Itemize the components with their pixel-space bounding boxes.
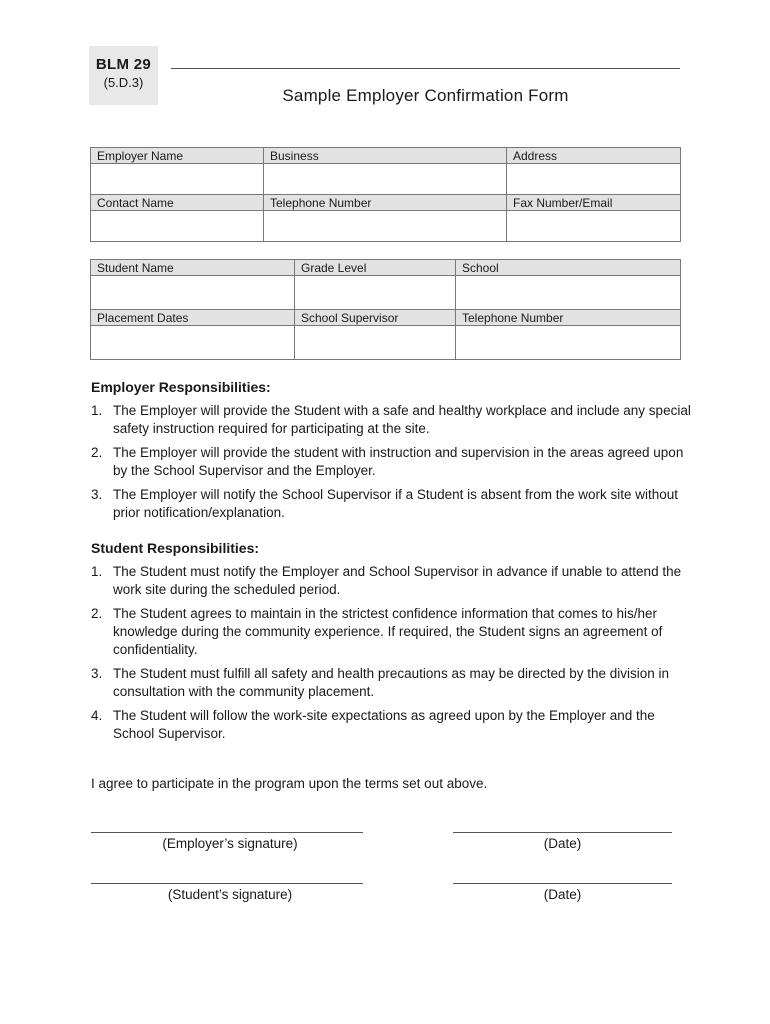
list-item xyxy=(91,444,691,480)
form-reference: (5.D.3) xyxy=(103,75,144,90)
list-item xyxy=(91,665,691,701)
student-info-table xyxy=(90,259,681,360)
placement-dates-field[interactable] xyxy=(91,326,295,360)
address-label: Address xyxy=(507,148,681,164)
item-number: 3. xyxy=(91,487,103,502)
fax-email-label: Fax Number/Email xyxy=(507,195,681,211)
item-text: The Employer will provide the Student with a safe and healthy workplace and include any special safety instruction required for participating at the site. xyxy=(113,403,691,436)
item-text: The Student must notify the Employer and School Supervisor in advance if unable to attend the work site during the scheduled period. xyxy=(113,564,682,597)
item-number: 4. xyxy=(91,708,103,723)
page-title: Sample Employer Confirmation Form xyxy=(282,86,569,105)
business-field[interactable] xyxy=(264,164,507,195)
student-name-label: Student Name xyxy=(91,260,295,276)
employer-responsibilities-section xyxy=(91,378,691,528)
contact-name-label: Contact Name xyxy=(91,195,264,211)
placement-dates-label: Placement Dates xyxy=(91,310,295,326)
school-supervisor-field[interactable] xyxy=(295,326,456,360)
form-code-box xyxy=(89,46,158,105)
employer-info-table xyxy=(90,147,681,242)
student-signature-line[interactable] xyxy=(91,883,363,884)
employer-telephone-label: Telephone Number xyxy=(264,195,507,211)
employer-signature-line[interactable] xyxy=(91,832,363,833)
address-field[interactable] xyxy=(507,164,681,195)
item-number: 1. xyxy=(91,403,103,418)
header-rule xyxy=(171,68,680,69)
student-responsibilities-heading: Student Responsibilities: xyxy=(91,540,260,556)
item-number: 2. xyxy=(91,445,103,460)
student-responsibilities-list xyxy=(91,563,691,743)
item-text: The Student must fulfill all safety and health precautions as may be directed by the division in consultation with the community placement. xyxy=(113,666,670,699)
school-field[interactable] xyxy=(456,276,681,310)
employer-responsibilities-heading: Employer Responsibilities: xyxy=(91,379,271,395)
item-text: The Student agrees to maintain in the strictest confidence information that comes to his/her knowledge during the community experience. If required, the Student signs an agreement of confidentiality. xyxy=(113,606,663,657)
item-number: 1. xyxy=(91,564,103,579)
grade-level-label: Grade Level xyxy=(295,260,456,276)
employer-telephone-field[interactable] xyxy=(264,211,507,242)
employer-name-field[interactable] xyxy=(91,164,264,195)
school-supervisor-label: School Supervisor xyxy=(295,310,456,326)
grade-level-field[interactable] xyxy=(295,276,456,310)
student-telephone-field[interactable] xyxy=(456,326,681,360)
contact-name-field[interactable] xyxy=(91,211,264,242)
fax-email-field[interactable] xyxy=(507,211,681,242)
list-item xyxy=(91,402,691,438)
item-number: 2. xyxy=(91,606,103,621)
list-item xyxy=(91,605,691,659)
list-item xyxy=(91,563,691,599)
student-signature-label: (Student’s signature) xyxy=(167,887,293,902)
employer-responsibilities-list xyxy=(91,402,691,522)
student-date-label: (Date) xyxy=(543,887,582,902)
employer-date-line[interactable] xyxy=(453,832,672,833)
item-text: The Employer will provide the student with instruction and supervision in the areas agreed upon by the School Supervisor and the Employer. xyxy=(113,445,684,478)
item-number: 3. xyxy=(91,666,103,681)
student-name-field[interactable] xyxy=(91,276,295,310)
form-code: BLM 29 xyxy=(95,56,152,73)
list-item xyxy=(91,486,691,522)
employer-signature-label: (Employer’s signature) xyxy=(162,836,298,851)
student-telephone-label: Telephone Number xyxy=(456,310,681,326)
school-label: School xyxy=(456,260,681,276)
agreement-statement: I agree to participate in the program upon the terms set out above. xyxy=(91,776,488,791)
student-date-line[interactable] xyxy=(453,883,672,884)
list-item xyxy=(91,707,691,743)
business-label: Business xyxy=(264,148,507,164)
employer-name-label: Employer Name xyxy=(91,148,264,164)
item-text: The Student will follow the work-site expectations as agreed upon by the Employer and the School Supervisor. xyxy=(113,708,655,741)
student-responsibilities-section xyxy=(91,539,691,749)
item-text: The Employer will notify the School Supervisor if a Student is absent from the work site without prior notification/explanation. xyxy=(113,487,679,520)
employer-date-label: (Date) xyxy=(543,836,582,851)
